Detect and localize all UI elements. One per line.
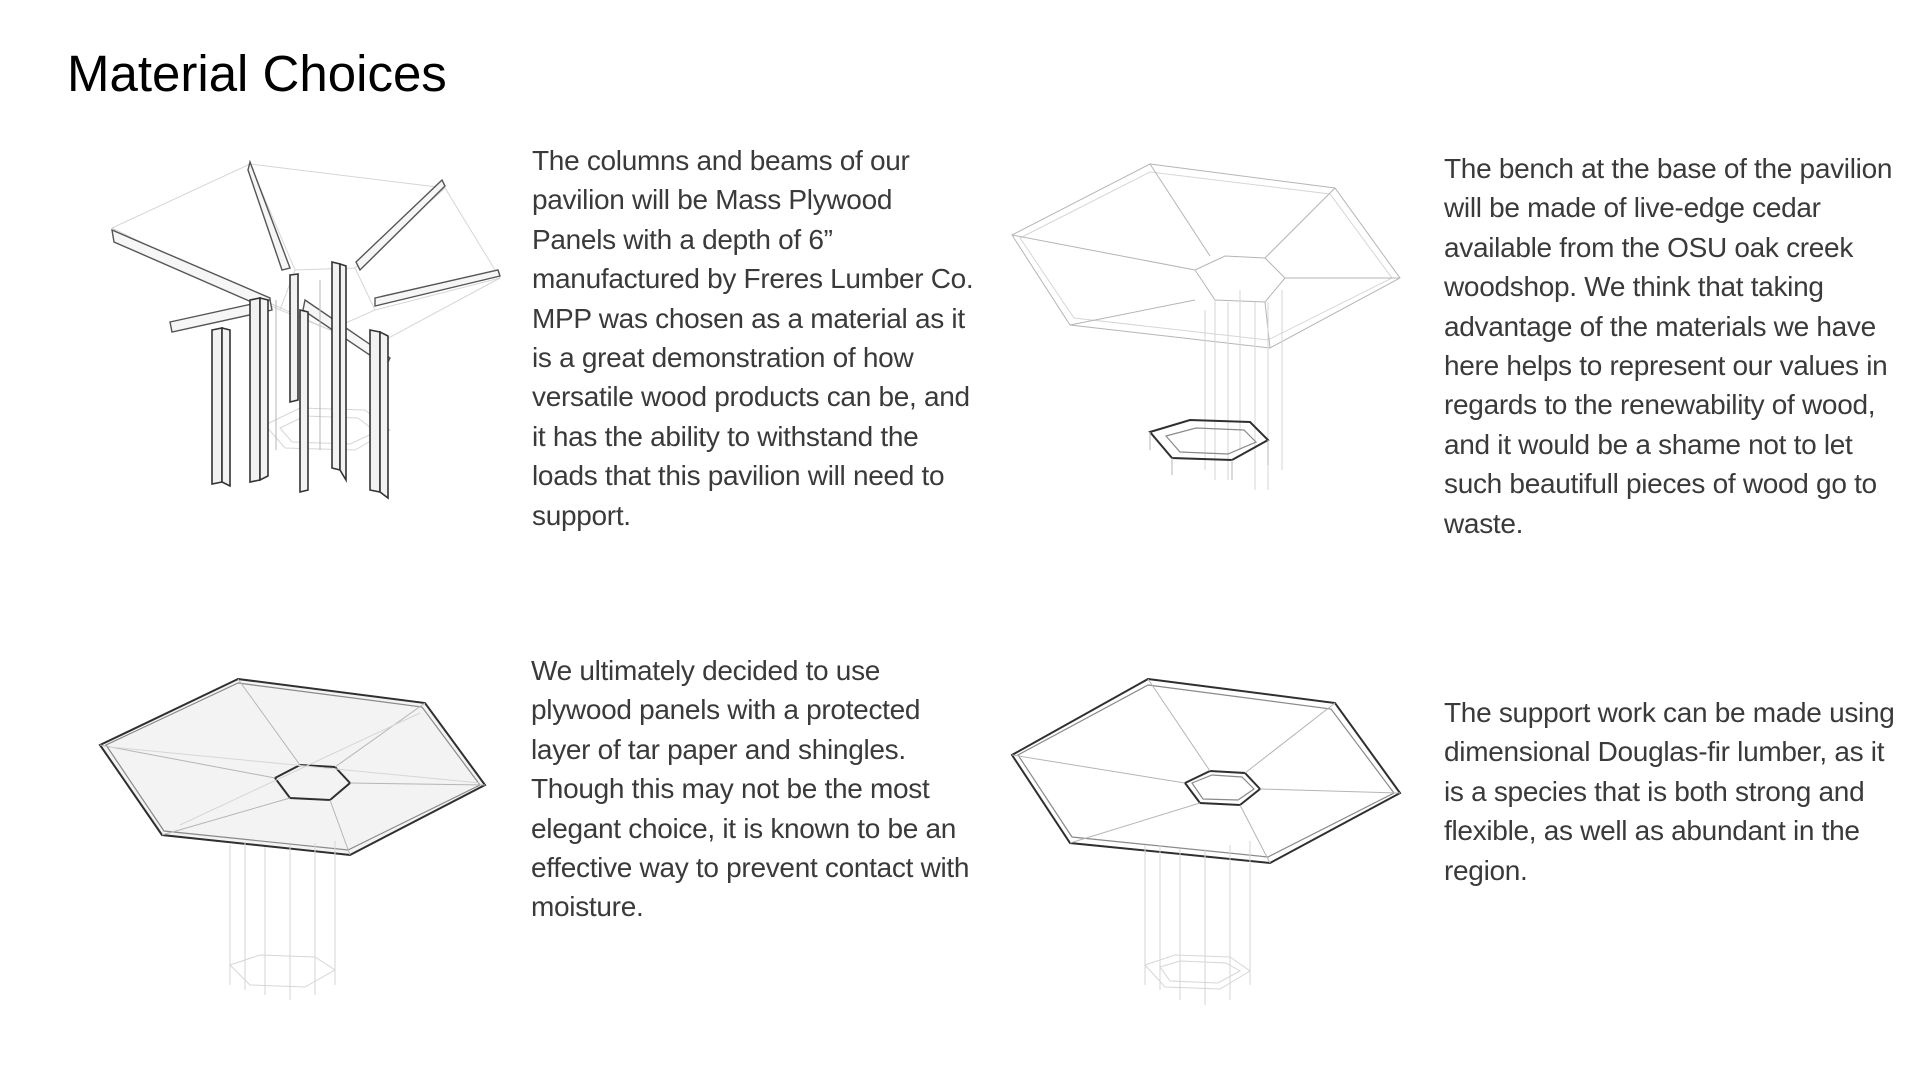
bench-drawing <box>1000 150 1420 510</box>
roof-description: We ultimately decided to use plywood panels with a protected layer of tar paper and shingles. Though this may not be the most elegant choice, it is known to be an effective way to prevent contact with moisture. <box>531 655 970 923</box>
page-title: Material Choices <box>67 45 447 102</box>
roof-drawing <box>90 665 510 1025</box>
columns-beams-description: The columns and beams of our pavilion will be Mass Plywood Panels with a depth of 6” manufactured by Freres Lumber Co. MPP was chosen as a material as it is a great demonstration of how versatile wood products can be, and it has the ability to withstand the loads that this pavilion will need to support. <box>532 145 974 531</box>
support-work-description: The support work can be made using dimensional Douglas-fir lumber, as it is a species that is both strong and flexible, as well as abundant in the region. <box>1444 697 1895 886</box>
bench-description: The bench at the base of the pavilion will be made of live-edge cedar available from the OSU oak creek woodshop. We think that taking advantage of the materials we have here helps to represent our values in regards to the renewability of wood, and it would be a shame not to let such beautifull pieces of wood go to waste. <box>1444 153 1893 539</box>
support-work-drawing <box>1000 665 1420 1025</box>
columns-beams-drawing <box>100 150 520 510</box>
